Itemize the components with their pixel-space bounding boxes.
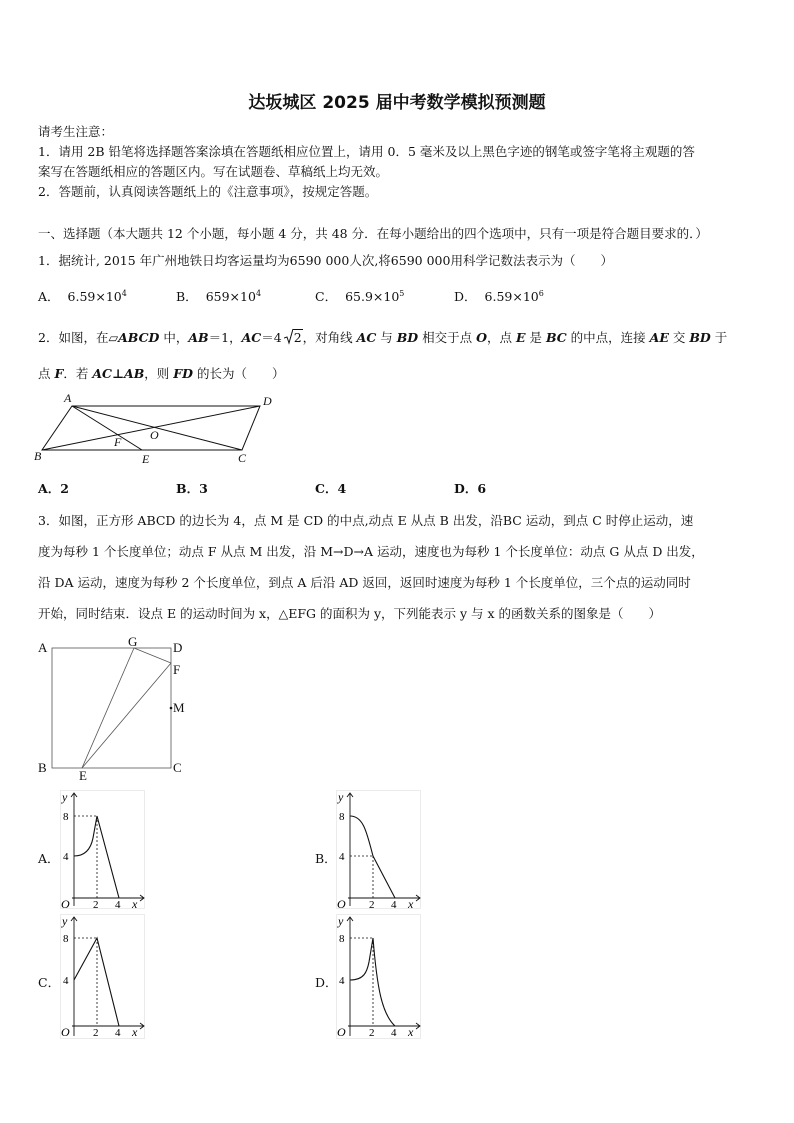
q2-text: 2．如图，在▱ [38,330,119,345]
label-m: M [173,700,185,715]
label-f: F [173,662,181,677]
q1-option-a [38,287,127,305]
q1-option-b-base: 659×10 [205,289,256,304]
q2-text: ＝4 [261,330,282,345]
q1-option-d-exp: 6 [538,288,544,298]
notice-item-1: 1．请用 2B 铅笔将选择题答案涂填在答题纸相应位置上，请用 0．5 毫米及以上黑色字迹的钢笔或签字笔将主观题的答 [38,144,695,159]
function-curve [350,816,395,898]
notice-item-2: 2．答题前，认真阅读答题纸上的《注意事项》，按规定答题。 [38,184,378,199]
q3-stem-line4: 开始，同时结束．设点 E 的运动时间为 x，△EFG 的面积为 y，下列能表示 y 与 x 的函数关系的图象是（ ） [38,606,662,621]
notice-heading: 请考生注意： [38,124,114,139]
y-axis-label: y [62,914,68,928]
x-tick-2: 2 [369,1027,375,1039]
q3-stem-line2: 度为每秒 1 个长度单位；动点 F 从点 M 出发，沿 M→D→A 运动，速度也为每秒 1 个长度单位：动点 G 从点 D 出发， [38,544,704,559]
q2-text: 与 [376,330,397,345]
q2-var: AB [188,330,209,345]
q1-option-c-base: 65.9×10 [345,289,400,304]
label-e: E [79,768,87,782]
y-tick-8: 8 [339,933,345,945]
q2-text: 的长为（ ） [192,366,285,381]
origin-label: O [61,897,70,910]
y-tick-8: 8 [63,933,69,945]
q2-var: BD [396,330,419,345]
q2-var: FD [173,366,193,381]
origin-label: O [337,897,346,910]
q2-text: 点 [38,366,55,381]
q1-option-d-base: 6.59×10 [484,289,539,304]
q3-option-b-label: B． [315,851,337,866]
origin-label: O [61,1025,70,1039]
square-abcd [52,648,171,768]
q2-option-b: B．3 [176,481,208,496]
q2-parallelogram-figure [32,388,282,468]
segment-eg [82,648,134,768]
q3-option-c-label: C． [38,975,61,990]
x-axis-label: x [408,897,414,910]
label-g: G [128,634,138,649]
q3-square-figure [32,632,197,782]
notice-item-1-cont: 案写在答题纸相应的答题区内。写在试题卷、草稿纸上均无效。 [38,164,389,179]
label-b: B [38,760,47,775]
x-axis-label: x [132,897,138,910]
point-m [170,707,173,710]
label-e: E [142,452,150,466]
q2-option-d: D．6 [454,481,487,496]
label-o: O [150,428,159,442]
q2-stem-line1 [38,328,727,346]
q1-stem: 1．据统计, 2015 年广州地铁日均客运量均为6590 000人次,将6590 000用科学记数法表示为（ ） [38,253,613,268]
label-c: C [238,451,247,465]
q2-text: ，则 [144,366,174,381]
y-axis-label: y [338,914,344,928]
x-tick-2: 2 [93,1027,99,1039]
q2-stem-line2 [38,364,284,382]
q1-option-c [315,287,404,305]
label-d: D [263,394,272,408]
q1-option-b-exp: 4 [255,288,262,298]
x-tick-4: 4 [115,1027,121,1039]
q2-var: AC⊥AB [92,366,145,381]
label-d: D [173,640,183,655]
label-a: A [64,391,72,405]
y-tick-4: 4 [339,851,345,863]
y-axis-label: y [338,790,344,804]
y-tick-4: 4 [63,975,69,987]
segment-ae [72,406,142,450]
y-tick-4: 4 [339,975,345,987]
q3-stem-line3: 沿 DA 运动，速度为每秒 2 个长度单位，到点 A 后沿 AD 返回，返回时速度为每秒 1 个长度单位，三个点的运动同时 [38,575,691,590]
function-curve [74,938,119,1026]
q3-stem-line1: 3．如图，正方形 ABCD 的边长为 4，点 M 是 CD 的中点,动点 E 从点 B 出发，沿BC 运动，到点 C 时停止运动，速 [38,513,694,528]
q2-var: AE [649,330,669,345]
q2-var: AC [241,330,262,345]
segment-ef [82,663,171,768]
q1-option-a-exp: 4 [121,288,127,298]
label-c: C [173,760,182,775]
q2-var: E [515,330,526,345]
q2-text: ．若 [63,366,93,381]
x-axis-label: x [408,1025,414,1039]
q2-text: 于 [710,330,728,345]
x-tick-2: 2 [93,899,99,910]
label-b: B [34,449,42,463]
q2-var: BC [545,330,567,345]
sqrt-symbol [284,330,303,345]
q3-option-d-label: D． [315,975,338,990]
q2-option-c: C．4 [315,481,347,496]
q1-option-b [176,287,261,305]
q2-var: ABCD [118,330,160,345]
section-heading: 一、选择题（本大题共 12 个小题，每小题 4 分，共 48 分．在每小题给出的四个选项中，只有一项是符合题目要求的．） [38,226,708,241]
origin-label: O [337,1025,346,1039]
q2-var: O [476,330,487,345]
x-tick-2: 2 [369,899,375,910]
q2-var: AC [356,330,377,345]
y-tick-8: 8 [63,811,69,823]
q1-option-c-label: C． [315,289,338,304]
q1-option-d-label: D． [454,289,477,304]
q2-text: ＝1， [208,330,242,345]
q1-option-b-label: B． [176,289,198,304]
sqrt-argument: 2 [293,330,302,345]
y-tick-8: 8 [339,811,345,823]
q3-graph-d [336,914,422,1040]
q2-text: ，对角线 [302,330,357,345]
q1-option-a-label: A． [38,289,60,304]
x-tick-4: 4 [391,1027,397,1039]
y-tick-4: 4 [63,851,69,863]
q2-text: 相交于点 [418,330,477,345]
segment-gf [134,648,171,663]
page-title: 达坂城区 2025 届中考数学模拟预测题 [248,93,546,113]
label-f: F [114,435,122,449]
q1-option-d [454,287,544,305]
y-axis-label: y [62,790,68,804]
function-curve [350,938,395,1026]
q2-var: BD [689,330,711,345]
q2-var: F [54,366,64,381]
q2-option-a: A．2 [38,481,69,496]
q2-text: 是 [525,330,546,345]
x-tick-4: 4 [391,899,397,910]
q1-option-c-exp: 5 [399,288,405,298]
x-tick-4: 4 [115,899,121,910]
q1-option-a-base: 6.59×10 [67,289,122,304]
q2-text: 交 [668,330,690,345]
q2-text: 的中点，连接 [566,330,650,345]
q2-text: ，点 [486,330,516,345]
q3-graph-c [60,914,146,1040]
x-axis-label: x [132,1025,138,1039]
function-curve [74,816,119,898]
q3-graph-b [336,790,422,910]
q3-graph-a [60,790,146,910]
q2-text: 中， [159,330,189,345]
label-a: A [38,640,48,655]
q3-option-a-label: A． [38,851,60,866]
